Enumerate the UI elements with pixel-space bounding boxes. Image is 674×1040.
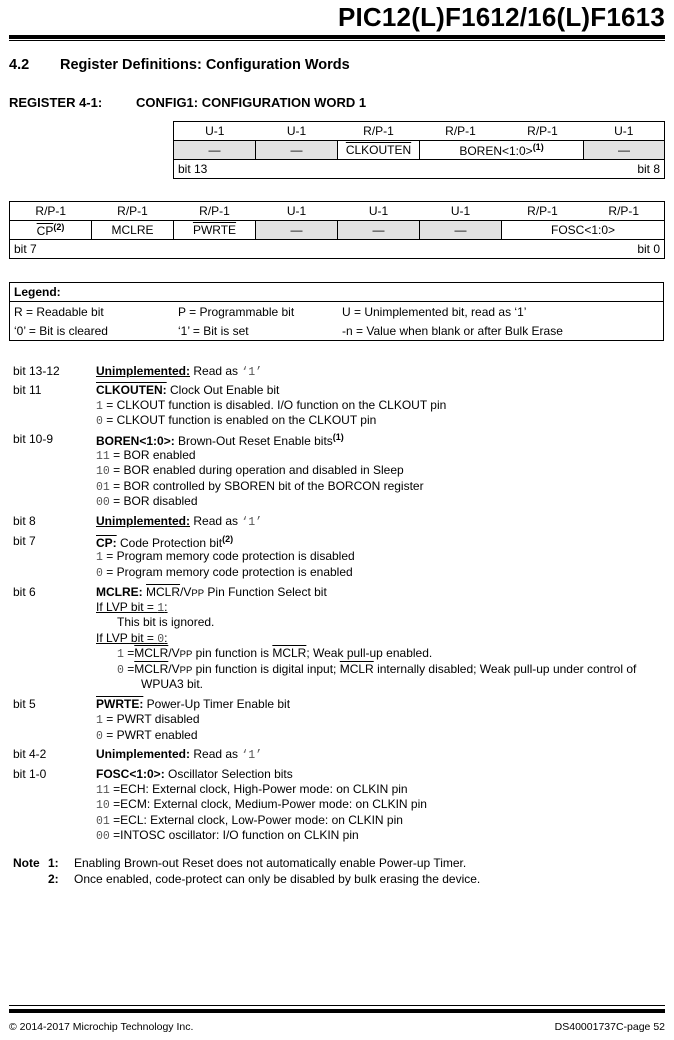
bit-name: FOSC<1:0>: (96, 767, 165, 781)
condition-text: : (164, 631, 168, 645)
bit-description (96, 767, 293, 781)
vpp-subscript: PP (179, 665, 193, 676)
lvp-condition (96, 600, 168, 615)
option-text: =INTOSC oscillator: I/O function on CLKIN pin (109, 828, 359, 842)
option-continuation: WPUA3 bit. (141, 677, 204, 691)
field-bit7 (10, 221, 92, 240)
mclr-signal: MCLR (134, 662, 169, 676)
mclr-signal: MCLR (134, 646, 169, 660)
condition-text: If LVP bit = (96, 600, 158, 614)
option-code: 00 (96, 830, 110, 843)
option-text: ; Weak pull-up enabled. (306, 646, 433, 660)
bit-label: bit 4-2 (13, 747, 47, 761)
option-code: 0 (117, 664, 124, 677)
copyright: © 2014-2017 Microchip Technology Inc. (9, 1021, 194, 1033)
bit-right-label: bit 0 (637, 242, 660, 256)
bit-label: bit 13-12 (13, 364, 60, 378)
read-value: ‘1’ (241, 749, 263, 762)
bit-description (96, 514, 262, 529)
option-code: 0 (96, 730, 103, 743)
footer-rule-thin (9, 1005, 665, 1006)
bit-description (96, 383, 279, 397)
bit-label: bit 10-9 (13, 432, 54, 446)
bit-text: Read as (190, 514, 242, 528)
bit-option (96, 479, 424, 494)
mclr-signal: MCLR (339, 662, 374, 676)
option-text: = CLKOUT function is enabled on the CLKOUT pin (102, 413, 377, 427)
bit-label: bit 11 (13, 383, 42, 397)
bit-name: CP: (96, 536, 117, 550)
bit-option (96, 712, 200, 727)
register-title: CONFIG1: CONFIGURATION WORD 1 (136, 95, 367, 110)
bit-description (96, 585, 327, 599)
lvp-condition (96, 631, 168, 646)
legend-title: Legend: (14, 285, 61, 299)
option-text: = Program memory code protection is enabled (102, 565, 353, 579)
bit-description (96, 747, 262, 762)
bit-option (96, 413, 376, 428)
access-bit3: U-1 (338, 202, 420, 221)
condition-text: If LVP bit = (96, 631, 158, 645)
option-code: 0 (96, 415, 103, 428)
option-code: 10 (96, 465, 110, 478)
bit-option (117, 646, 432, 661)
bit-name: MCLRE: (96, 585, 143, 599)
option-code: 01 (96, 815, 110, 828)
option-text: pin function is (192, 646, 273, 660)
option-text: = CLKOUT function is disabled. I/O function on the CLKOUT pin (102, 398, 447, 412)
legend-divider (10, 301, 663, 302)
document-title: PIC12(L)F1612/16(L)F1613 (337, 2, 665, 32)
option-text: =ECL: External clock, Low-Power mode: on CLKIN pin (109, 813, 403, 827)
option-code: 10 (96, 799, 110, 812)
bit-option (96, 448, 196, 463)
condition-code: 1 (157, 602, 165, 615)
bit-name: BOREN<1:0>: (96, 434, 175, 448)
bit-label: bit 8 (13, 514, 36, 528)
clkouten-label: CLKOUTEN (345, 143, 412, 157)
bit-left-label: bit 7 (14, 242, 37, 256)
field-bit2: — (420, 221, 502, 240)
section-number: 4.2 (9, 57, 30, 73)
page-number: DS40001737C-page 52 (554, 1021, 665, 1033)
option-text: internally disabled; Weak pull-up under control of (373, 662, 637, 676)
bit-label: bit 7 (13, 534, 36, 548)
read-value: ‘1’ (241, 516, 263, 529)
bit-description (96, 534, 233, 550)
bit-text: Read as (190, 747, 242, 761)
bit-label: bit 1-0 (13, 767, 47, 781)
register-high-byte (173, 121, 665, 179)
option-text: = PWRT disabled (102, 712, 200, 726)
bit-left-label: bit 13 (178, 162, 208, 176)
legend-programmable: P = Programmable bit (178, 305, 295, 319)
vpp-subscript: PP (179, 649, 193, 660)
register-low-byte (9, 201, 665, 259)
access-bit12: U-1 (256, 122, 338, 141)
option-text: = Program memory code protection is disabled (102, 549, 355, 563)
option-text: = PWRT enabled (102, 728, 198, 742)
condition-text: : (164, 600, 168, 614)
pwrte-label: PWRTE (192, 223, 237, 237)
option-text: = BOR enabled (109, 448, 196, 462)
bit-description (96, 432, 344, 448)
option-text: = BOR controlled by SBOREN bit of the BORCON register (109, 479, 424, 493)
field-bit10-9 (420, 141, 584, 160)
bit-option (117, 662, 636, 677)
legend-unimplemented: U = Unimplemented bit, read as ‘1’ (342, 305, 527, 319)
bit-label: bit 6 (13, 585, 36, 599)
bit-text: Read as (190, 364, 242, 378)
access-bit2: U-1 (420, 202, 502, 221)
boren-label: BOREN<1:0> (459, 144, 533, 158)
field-bit3: — (338, 221, 420, 240)
field-bit5 (174, 221, 256, 240)
bit-option (96, 463, 404, 478)
option-text: /V (168, 662, 180, 676)
option-code: 1 (96, 714, 103, 727)
mclr-signal: MCLR (272, 646, 307, 660)
option-code: 1 (117, 648, 124, 661)
legend-box (9, 282, 664, 341)
note-text: Enabling Brown-out Reset does not automatically enable Power-up Timer. (74, 856, 467, 870)
bit-text: Oscillator Selection bits (164, 767, 293, 781)
boren-footnote: (1) (532, 142, 544, 152)
vpp-subscript: PP (191, 588, 205, 599)
bit-option (96, 828, 359, 843)
condition-code: 0 (157, 633, 165, 646)
bit-name: PWRTE: (96, 697, 144, 711)
bit-option (96, 494, 198, 509)
option-code: 1 (96, 400, 103, 413)
bit-option (96, 565, 353, 580)
header-rule (9, 35, 665, 39)
option-text: pin function is digital input; (192, 662, 340, 676)
bit-text: /V (180, 585, 192, 599)
option-text: = (123, 646, 135, 660)
note-number: 2: (48, 872, 59, 886)
bit-range-high (174, 160, 665, 179)
access-bit13: U-1 (174, 122, 256, 141)
field-bit4: — (256, 221, 338, 240)
legend-cleared: ‘0’ = Bit is cleared (14, 324, 108, 338)
note-text: Once enabled, code-protect can only be disabled by bulk erasing the device. (74, 872, 481, 886)
option-text: = BOR disabled (109, 494, 198, 508)
bit-option (96, 728, 198, 743)
register-number: REGISTER 4-1: (9, 95, 103, 110)
access-bit11: R/P-1 (338, 122, 420, 141)
bit-text: Brown-Out Reset Enable bits (174, 434, 333, 448)
option-text: =ECM: External clock, Medium-Power mode: on CLKIN pin (109, 797, 427, 811)
option-text: =ECH: External clock, High-Power mode: on CLKIN pin (109, 782, 408, 796)
note-label: Note (13, 856, 40, 870)
section-heading (9, 57, 350, 73)
access-bit4: U-1 (256, 202, 338, 221)
field-bit13: — (174, 141, 256, 160)
field-bit6: MCLRE (92, 221, 174, 240)
bit-option (96, 797, 427, 812)
bit-option (96, 782, 408, 797)
access-bit9: R/P-1 (502, 122, 584, 141)
option-code: 11 (96, 784, 110, 797)
cp-label: $\overline{CP}$ (36, 224, 54, 238)
field-bit11 (338, 141, 420, 160)
option-code: 01 (96, 481, 110, 494)
bit-description (96, 697, 290, 711)
bit-name: Unimplemented: (96, 747, 191, 761)
footer-rule (9, 1009, 665, 1013)
bit-label: bit 5 (13, 697, 36, 711)
note-number: 1: (48, 856, 59, 870)
bit-option (96, 813, 403, 828)
footnote-ref: (1) (332, 432, 344, 442)
field-bit8: — (584, 141, 665, 160)
access-bit0: R/P-1 (584, 202, 665, 221)
bit-name: Unimplemented: (96, 514, 191, 528)
legend-set: ‘1’ = Bit is set (178, 324, 249, 338)
ignored-note: This bit is ignored. (117, 615, 215, 629)
bit-range-low (10, 240, 665, 259)
access-bit8: U-1 (584, 122, 665, 141)
read-value: ‘1’ (241, 366, 263, 379)
register-heading (9, 95, 366, 110)
access-bit6: R/P-1 (92, 202, 174, 221)
bit-text: Code Protection bit (116, 536, 223, 550)
bit-text: Power-Up Timer Enable bit (143, 697, 291, 711)
option-text: = BOR enabled during operation and disabled in Sleep (109, 463, 404, 477)
bit-text: Pin Function Select bit (204, 585, 327, 599)
bit-option (96, 549, 355, 564)
section-title: Register Definitions: Configuration Words (60, 57, 350, 73)
header-rule-thin (9, 40, 665, 41)
access-bit5: R/P-1 (174, 202, 256, 221)
cp-footnote: (2) (53, 222, 65, 232)
option-code: 0 (96, 567, 103, 580)
access-bit7: R/P-1 (10, 202, 92, 221)
field-bit1-0: FOSC<1:0> (502, 221, 665, 240)
option-code: 11 (96, 450, 110, 463)
bit-name: CLKOUTEN: (96, 383, 167, 397)
legend-blank-value: -n = Value when blank or after Bulk Erase (342, 324, 563, 338)
bit-name: Unimplemented: (96, 364, 191, 378)
bit-text: Clock Out Enable bit (166, 383, 280, 397)
option-code: 00 (96, 496, 110, 509)
field-bit12: — (256, 141, 338, 160)
access-bit10: R/P-1 (420, 122, 502, 141)
footnote-ref: (2) (222, 534, 234, 544)
bit-description (96, 364, 262, 379)
option-code: 1 (96, 551, 103, 564)
access-bit1: R/P-1 (502, 202, 584, 221)
option-text: = (123, 662, 135, 676)
bit-right-label: bit 8 (637, 162, 660, 176)
bit-option (96, 398, 446, 413)
legend-readable: R = Readable bit (14, 305, 104, 319)
mclr-signal: MCLR (146, 585, 181, 599)
option-text: /V (168, 646, 180, 660)
